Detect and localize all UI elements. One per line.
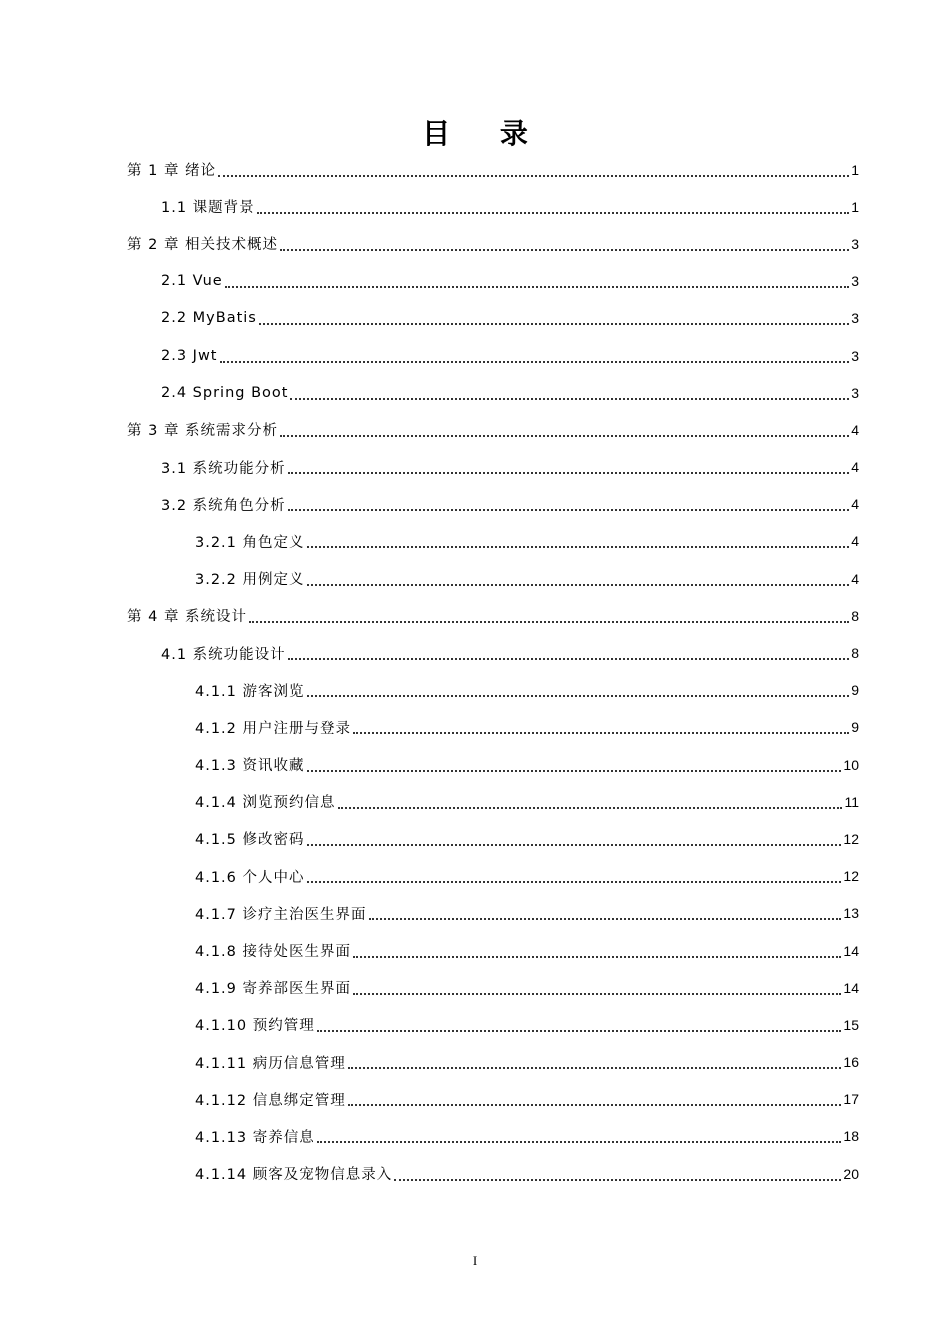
dot-leader [307,770,842,772]
toc-entry[interactable] [0,300,950,337]
dot-leader [225,286,849,288]
dot-leader [288,509,850,511]
toc-entry-page: 3 [851,384,859,401]
toc-entry[interactable] [0,597,950,634]
dot-leader [353,993,841,995]
toc-entry[interactable] [0,746,950,783]
toc-entry-page: 3 [851,235,859,252]
toc-entry-page: 1 [851,198,859,215]
toc-entry-page: 13 [843,905,859,922]
toc-entry-page: 12 [843,868,859,885]
toc-entry-page: 20 [843,1165,859,1182]
toc-entry[interactable] [0,151,950,188]
toc-entry[interactable] [0,411,950,448]
dot-leader [290,398,849,400]
toc-entry[interactable] [0,1044,950,1081]
toc-entry[interactable] [0,188,950,225]
dot-leader [280,249,849,251]
toc-entry-title: 4.1.10 预约管理 [195,1018,315,1035]
toc-entry-page: 4 [851,533,859,550]
toc-entry[interactable] [0,1155,950,1192]
toc-entry[interactable] [0,858,950,895]
toc-entry-page: 1 [851,161,859,178]
toc-entry-page: 8 [851,645,859,662]
toc-entry-page: 9 [851,719,859,736]
toc-entry[interactable] [0,1118,950,1155]
toc-entry[interactable] [0,486,950,523]
toc-entry-title: 4.1.11 病历信息管理 [195,1055,346,1072]
toc-entry-title: 4.1.6 个人中心 [195,869,305,886]
dot-leader [288,472,850,474]
dot-leader [338,807,843,809]
toc-entry-title: 4.1.14 顾客及宠物信息录入 [195,1167,393,1184]
toc-entry-title: 4.1.3 资讯收藏 [195,758,305,775]
toc-entry[interactable] [0,560,950,597]
toc-entry[interactable] [0,783,950,820]
toc-entry[interactable] [0,263,950,300]
toc-entry[interactable] [0,820,950,857]
dot-leader [317,1141,842,1143]
toc-entry-title: 第 4 章 系统设计 [127,609,248,626]
toc-entry-page: 3 [851,273,859,290]
toc-entry[interactable] [0,672,950,709]
table-of-contents [0,151,950,1192]
toc-entry-page: 4 [851,496,859,513]
dot-leader [369,918,842,920]
dot-leader [394,1179,841,1181]
dot-leader [353,956,841,958]
toc-entry-title: 4.1.7 诊疗主治医生界面 [195,906,367,923]
toc-entry-title: 3.1 系统功能分析 [161,460,286,477]
dot-leader [348,1067,842,1069]
dot-leader [307,695,850,697]
toc-entry-page: 11 [844,793,859,810]
toc-entry-page: 8 [851,607,859,624]
toc-entry-title: 4.1.5 修改密码 [195,832,305,849]
toc-entry[interactable] [0,225,950,262]
toc-entry-page: 4 [851,570,859,587]
toc-entry-title: 4.1.8 接待处医生界面 [195,944,352,961]
toc-entry-title: 3.2 系统角色分析 [161,497,286,514]
toc-entry-page: 4 [851,459,859,476]
toc-entry-page: 17 [843,1091,859,1108]
toc-entry[interactable] [0,1081,950,1118]
toc-entry[interactable] [0,895,950,932]
toc-entry-page: 18 [843,1128,859,1145]
toc-entry-title: 2.2 MyBatis [161,310,257,327]
toc-entry-title: 第 3 章 系统需求分析 [127,423,279,440]
dot-leader [317,1030,842,1032]
toc-entry[interactable] [0,1006,950,1043]
dot-leader [220,361,850,363]
toc-entry-page: 12 [843,830,859,847]
dot-leader [259,323,849,325]
toc-entry-page: 4 [851,421,859,438]
toc-entry[interactable] [0,932,950,969]
toc-entry-title: 3.2.1 角色定义 [195,534,305,551]
toc-entry-title: 2.4 Spring Boot [161,384,289,401]
dot-leader [348,1104,842,1106]
toc-entry-page: 3 [851,347,859,364]
dot-leader [288,658,850,660]
toc-entry-title: 2.3 Jwt [161,347,218,364]
toc-entry-page: 14 [843,979,859,996]
dot-leader [249,621,849,623]
dot-leader [307,584,850,586]
dot-leader [307,881,842,883]
dot-leader [307,844,842,846]
toc-title: 目 录 [422,117,548,150]
toc-entry-title: 1.1 课题背景 [161,200,255,217]
toc-entry-page: 14 [843,942,859,959]
toc-entry-title: 第 1 章 绪论 [127,163,217,180]
toc-entry-title: 4.1.2 用户注册与登录 [195,720,352,737]
toc-entry[interactable] [0,523,950,560]
toc-entry[interactable] [0,374,950,411]
toc-entry[interactable] [0,969,950,1006]
dot-leader [307,546,850,548]
toc-entry-title: 第 2 章 相关技术概述 [127,237,279,254]
page-number: I [472,1253,478,1268]
dot-leader [353,732,849,734]
toc-entry[interactable] [0,709,950,746]
dot-leader [280,435,849,437]
toc-entry-title: 3.2.2 用例定义 [195,572,305,589]
toc-entry-title: 4.1.9 寄养部医生界面 [195,981,352,998]
dot-leader [218,175,849,177]
dot-leader [257,212,850,214]
toc-entry[interactable] [0,634,950,671]
toc-entry[interactable] [0,449,950,486]
toc-entry-page: 9 [851,682,859,699]
toc-entry-title: 4.1.12 信息绑定管理 [195,1092,346,1109]
toc-entry-title: 4.1.1 游客浏览 [195,683,305,700]
toc-entry-page: 15 [843,1016,859,1033]
toc-entry-page: 3 [851,310,859,327]
toc-entry-page: 16 [843,1054,859,1071]
toc-entry-title: 2.1 Vue [161,273,223,290]
toc-entry[interactable] [0,337,950,374]
toc-entry-title: 4.1.4 浏览预约信息 [195,795,336,812]
toc-entry-title: 4.1 系统功能设计 [161,646,286,663]
toc-entry-page: 10 [843,756,859,773]
toc-entry-title: 4.1.13 寄养信息 [195,1129,315,1146]
